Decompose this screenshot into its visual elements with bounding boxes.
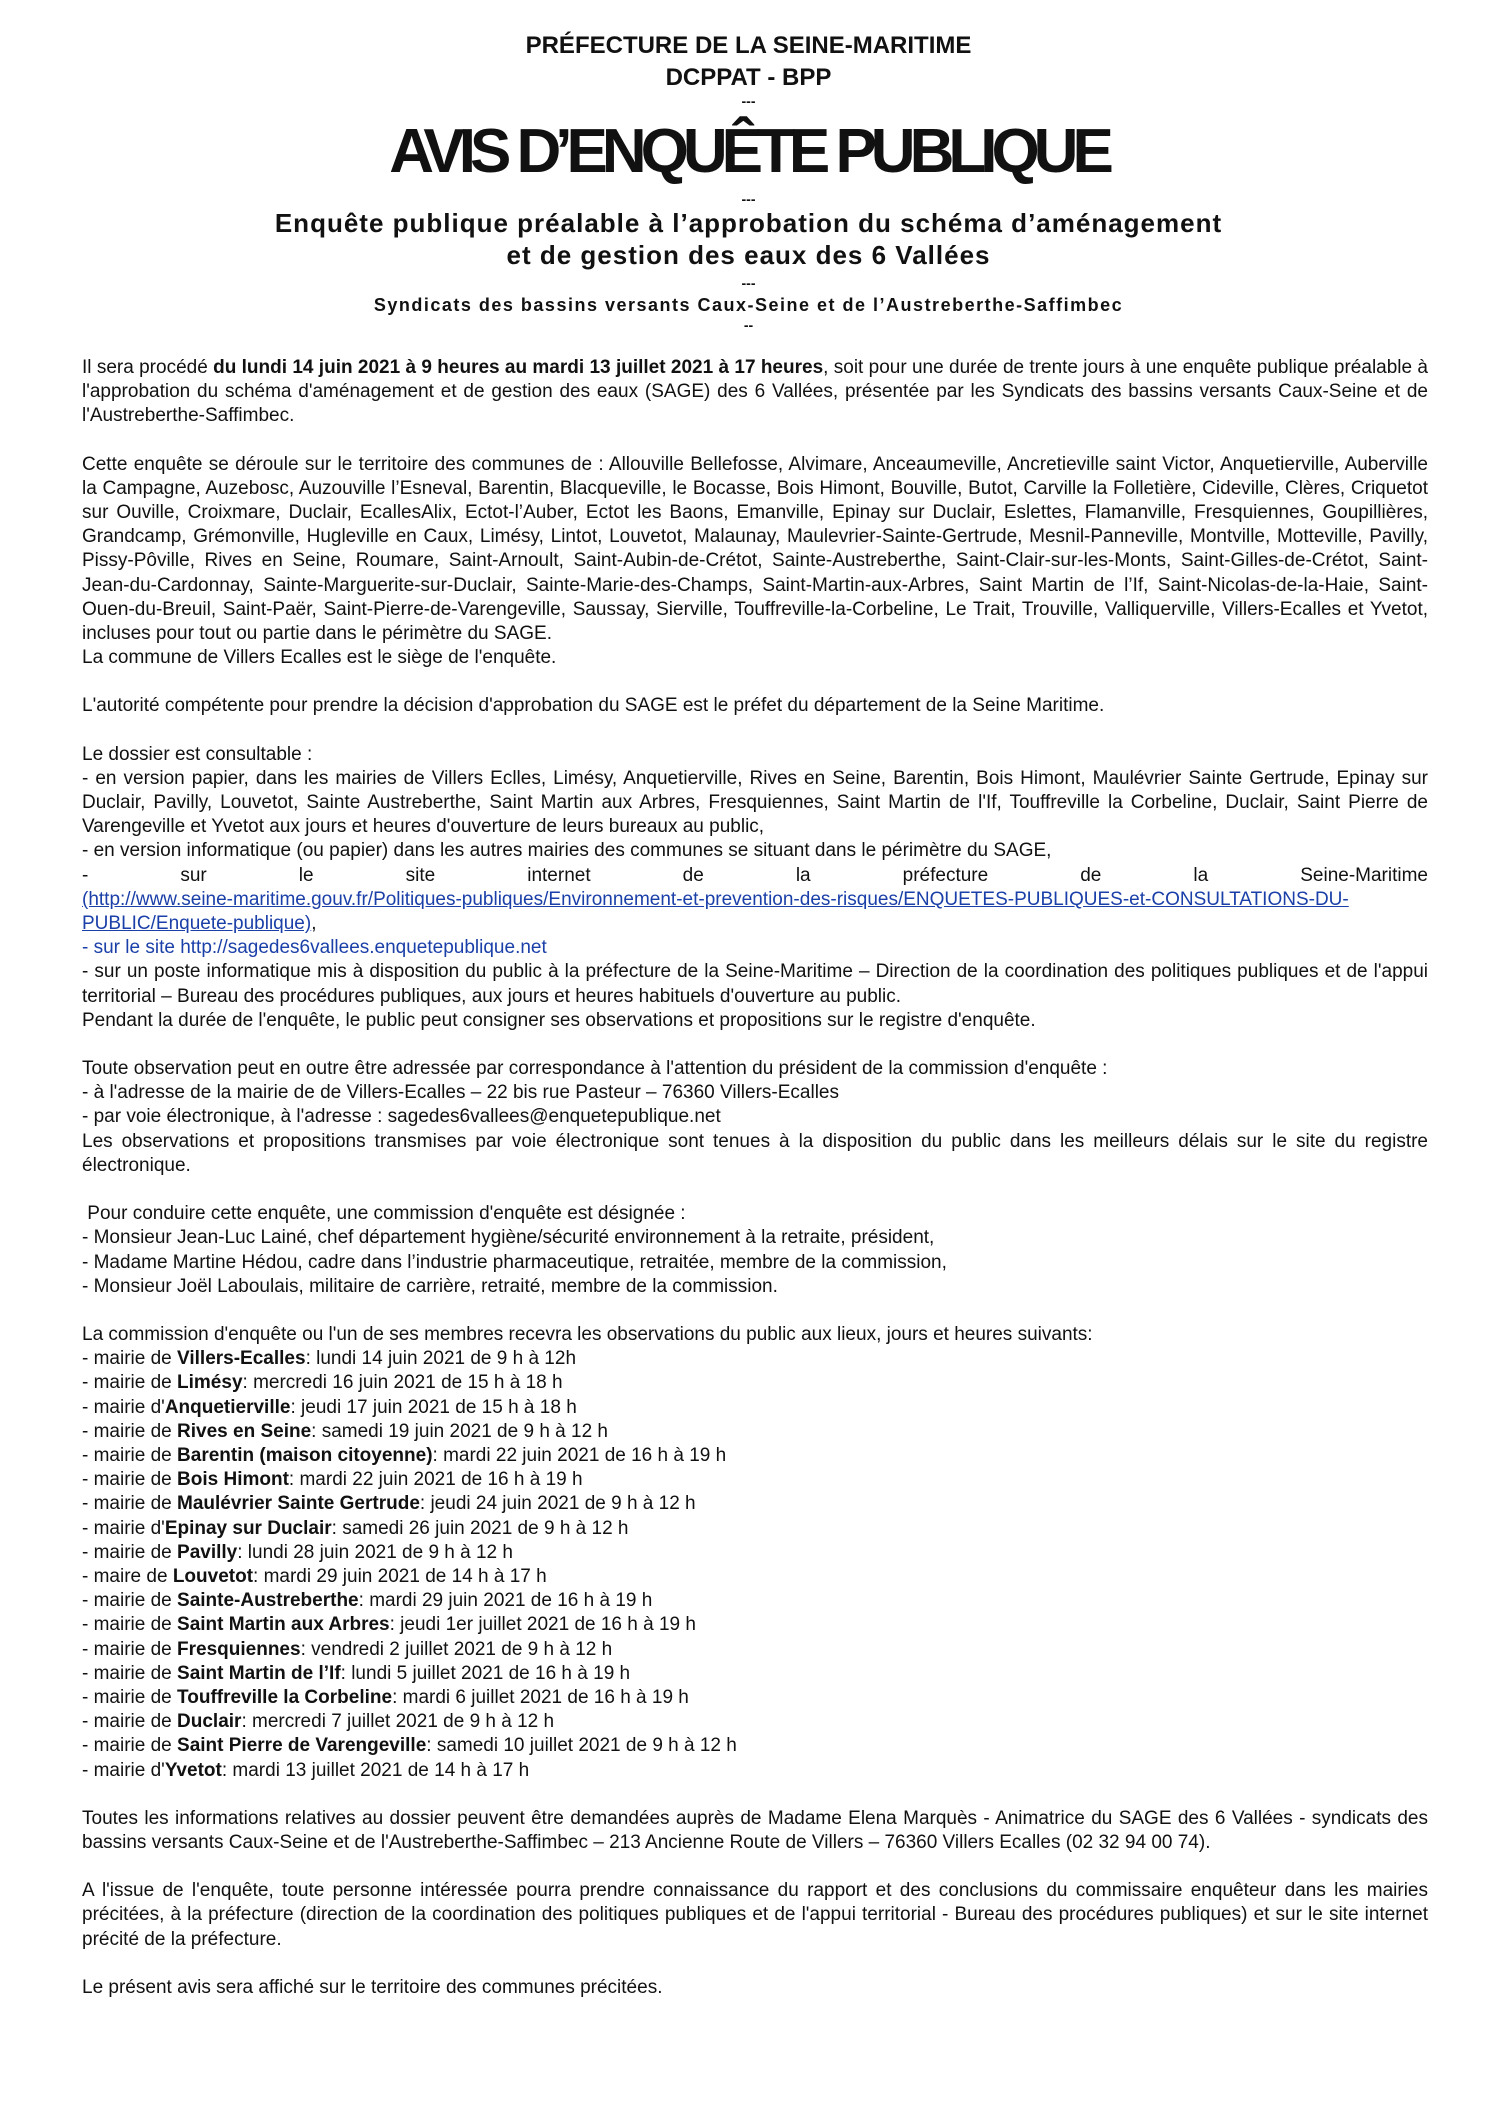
separator: ---	[741, 275, 756, 291]
permanence-item	[82, 1734, 1428, 1758]
permanence-prefix: - mairie de	[82, 1590, 178, 1612]
dossier-intro: Le dossier est consultable :	[82, 743, 313, 765]
url-suffix: ,	[311, 913, 317, 935]
territory-paragraph: Cette enquête se déroule sur le territoire des communes de : Allouville Bellefosse, Alvimare, Anceaumeville, Ancretieville saint Victor, Anquetierville, Auberville la Campagne, Auzebosc, Auzouville l’Esneval, Barentin, Blacqueville, le Bocasse, Bois Himont, Bouville, Butot, Carville la Folletière, Cideville, Clères, Criquetot sur Ouville, Croixmare, Duclair, EcallesAlix, Ectot-l’Auber, Ectot les Baons, Emanville, Epinay sur Duclair, Eslettes, Flamanville, Fresquiennes, Goupillières, Grandcamp, Grémonville, Hugleville en Caux, Limésy, Lintot, Louvetot, Malaunay, Maulevrier-Sainte-Gertrude, Mesnil-Panneville, Montville, Motteville, Pavilly, Pissy-Pôville, Rives en Seine, Roumare, Saint-Arnoult, Saint-Aubin-de-Crétot, Sainte-Austreberthe, Saint-Clair-sur-les-Monts, Saint-Gilles-de-Crétot, Saint-Jean-du-Cardonnay, Sainte-Marguerite-sur-Duclair, Sainte-Marie-des-Champs, Saint-Martin-aux-Arbres, Saint Martin de l’If, Saint-Nicolas-de-la-Haie, Saint-Ouen-du-Breuil, Saint-Paër, Saint-Pierre-de-Varengeville, Saussay, Sierville, Touffreville-la-Corbeline, Le Trait, Trouville, Valliquerville, Villers-Ecalles et Yvetot, incluses pour tout ou partie dans le périmètre du SAGE.	[82, 453, 1428, 645]
permanence-prefix: - mairie d'	[82, 1759, 165, 1781]
permanence-prefix: - mairie de	[82, 1614, 178, 1636]
intro-dates: du lundi 14 juin 2021 à 9 heures au mardi 13 juillet 2021 à 17 heures	[213, 357, 824, 378]
permanence-item	[82, 1468, 1428, 1492]
permanence-item	[82, 1589, 1428, 1613]
department-code: DCPPAT - BPP	[665, 64, 832, 91]
intro-paragraph	[82, 356, 1428, 429]
permanence-when: : mardi 29 juin 2021 de 16 h à 19 h	[358, 1590, 653, 1612]
permanence-prefix: - mairie de	[82, 1348, 178, 1370]
commission-member: - Monsieur Jean-Luc Lainé, chef département hygiène/sécurité environnement à la retraite, président,	[82, 1227, 935, 1249]
intro-pre: Il sera procédé	[82, 357, 214, 378]
contact-paragraph: Toutes les informations relatives au dossier peuvent être demandées auprès de Madame Elena Marquès - Animatrice du SAGE des 6 Vallées - syndicats des bassins versants Caux-Seine et de l'Austreberthe-Saffimbec – 213 Ancienne Route de Villers – 76360 Villers Ecalles (02 32 94 00 74).	[82, 1807, 1428, 1853]
commission-intro: Pour conduire cette enquête, une commission d'enquête est désignée :	[82, 1203, 686, 1225]
observations-email: - par voie électronique, à l'adresse : sagedes6vallees@enquetepublique.net	[82, 1106, 721, 1128]
permanence-place: Rives en Seine	[177, 1420, 312, 1442]
permanence-prefix: - mairie de	[82, 1469, 178, 1491]
permanence-item	[82, 1638, 1428, 1662]
permanence-when: : mardi 6 juillet 2021 de 16 h à 19 h	[392, 1686, 689, 1708]
permanence-place: Sainte-Austreberthe	[177, 1590, 359, 1612]
permanence-place: Epinay sur Duclair	[164, 1517, 332, 1539]
separator: --	[743, 317, 754, 333]
permanence-item	[82, 1371, 1428, 1395]
report-paragraph: A l'issue de l'enquête, toute personne intéressée pourra prendre connaissance du rapport et des conclusions du commissaire enquêteur dans les mairies précitées, à la préfecture (direction de la coordination des politiques publiques et de l'appui territorial - Bureau des procédures publiques) et sur le site internet précité de la préfecture.	[82, 1880, 1428, 1950]
posting-paragraph: Le présent avis sera affiché sur le territoire des communes précitées.	[82, 1976, 663, 1998]
permanence-item	[82, 1492, 1428, 1516]
observations-address: - à l'adresse de la mairie de de Villers-Ecalles – 22 bis rue Pasteur – 76360 Villers-Ecalles	[82, 1082, 839, 1104]
syndicates-line: Syndicats des bassins versants Caux-Seine et de l’Austreberthe-Saffimbec	[373, 295, 1124, 315]
permanence-place: Anquetierville	[164, 1396, 291, 1418]
permanence-item	[82, 1444, 1428, 1468]
permanence-prefix: - mairie de	[82, 1686, 178, 1708]
separator: ---	[741, 93, 756, 109]
permanence-item	[82, 1517, 1428, 1541]
observations-intro: Toute observation peut en outre être adressée par correspondance à l'attention du président de la commission d'enquête :	[82, 1058, 1108, 1080]
permanence-item	[82, 1710, 1428, 1734]
permanence-place: Limésy	[177, 1372, 243, 1394]
subtitle-line-1: Enquête publique préalable à l’approbation du schéma d’aménagement	[274, 208, 1223, 238]
separator: ---	[741, 191, 756, 207]
permanence-when: : vendredi 2 juillet 2021 de 9 h à 12 h	[300, 1638, 613, 1660]
prefecture-site-link[interactable]: (http://www.seine-maritime.gouv.fr/Politiques-publiques/Environnement-et-prevention-des-risques/ENQUETES-PUBLIQUES-et-CONSULTATIONS-DU-PUBLIC/Enquete-publique)	[82, 888, 1349, 935]
permanence-prefix: - mairie de	[82, 1541, 178, 1563]
permanence-when: : jeudi 1er juillet 2021 de 16 h à 19 h	[389, 1614, 696, 1636]
page-title: AVIS D’ENQUÊTE PUBLIQUE	[389, 117, 1108, 186]
permanence-when: : samedi 26 juin 2021 de 9 h à 12 h	[331, 1517, 629, 1539]
register-site-link[interactable]: - sur le site http://sagedes6vallees.enquetepublique.net	[82, 937, 547, 959]
permanence-when: : mardi 22 juin 2021 de 16 h à 19 h	[432, 1444, 727, 1466]
permanence-place: Villers-Ecalles	[177, 1348, 306, 1370]
subtitle-line-2: et de gestion des eaux des 6 Vallées	[506, 240, 991, 270]
permanence-prefix: - maire de	[82, 1565, 173, 1587]
permanence-item	[82, 1662, 1428, 1686]
dossier-terminal: - sur un poste informatique mis à disposition du public à la préfecture de la Seine-Maritime – Direction de la coordination des politiques publiques et de l'appui territorial – Bureau des procédures publiques, aux jours et heures habituels d'ouverture au public.	[82, 961, 1428, 1007]
permanence-item	[82, 1686, 1428, 1710]
permanence-when: : lundi 5 juillet 2021 de 16 h à 19 h	[340, 1662, 631, 1684]
permanence-item	[82, 1541, 1428, 1565]
permanence-place: Fresquiennes	[177, 1638, 301, 1660]
permanence-item	[82, 1347, 1428, 1371]
permanence-place: Pavilly	[177, 1541, 238, 1563]
permanence-prefix: - mairie de	[82, 1372, 178, 1394]
permanences-intro: La commission d'enquête ou l'un de ses membres recevra les observations du public aux lieux, jours et heures suivants:	[82, 1323, 1093, 1345]
permanence-prefix: - mairie de	[82, 1444, 178, 1466]
permanence-item	[82, 1565, 1428, 1589]
commission-member: - Monsieur Joël Laboulais, militaire de carrière, retraité, membre de la commission.	[82, 1275, 778, 1297]
permanence-when: : lundi 28 juin 2021 de 9 h à 12 h	[237, 1541, 513, 1563]
permanence-place: Saint Martin de l’If	[177, 1662, 341, 1684]
permanence-place: Bois Himont	[177, 1469, 289, 1491]
observations-note: Les observations et propositions transmises par voie électronique sont tenues à la disposition du public dans les meilleurs délais sur le site du registre électronique.	[82, 1130, 1428, 1176]
permanence-when: : mercredi 16 juin 2021 de 15 h à 18 h	[242, 1372, 563, 1394]
permanence-place: Touffreville la Corbeline	[177, 1686, 393, 1708]
permanence-when: : lundi 14 juin 2021 de 9 h à 12h	[305, 1348, 577, 1370]
seat-paragraph: La commune de Villers Ecalles est le siège de l'enquête.	[82, 647, 557, 669]
permanence-prefix: - mairie de	[82, 1662, 178, 1684]
dossier-register: Pendant la durée de l'enquête, le public peut consigner ses observations et propositions sur le registre d'enquête.	[82, 1009, 1036, 1031]
permanence-prefix: - mairie d'	[82, 1517, 165, 1539]
notice-body	[82, 356, 1428, 2000]
permanence-when: : jeudi 17 juin 2021 de 15 h à 18 h	[290, 1396, 577, 1418]
dossier-paper: - en version papier, dans les mairies de Villers Eclles, Limésy, Anquetierville, Rives en Seine, Barentin, Bois Himont, Maulévrier Sainte Gertrude, Epinay sur Duclair, Pavilly, Louvetot, Sainte Austreberthe, Saint Martin aux Arbres, Fresquiennes, Saint Martin de l'If, Touffreville la Corbeline, Duclair, Saint Pierre de Varengeville et Yvetot aux jours et heures d'ouverture de leurs bureaux au public,	[82, 767, 1428, 838]
permanence-when: : mardi 29 juin 2021 de 14 h à 17 h	[253, 1565, 547, 1587]
permanence-item	[82, 1759, 1428, 1783]
permanence-place: Saint Pierre de Varengeville	[177, 1735, 427, 1757]
permanence-prefix: - mairie de	[82, 1711, 178, 1733]
authority-paragraph: L'autorité compétente pour prendre la décision d'approbation du SAGE est le préfet du département de la Seine Maritime.	[82, 695, 1105, 717]
permanence-place: Louvetot	[172, 1565, 254, 1587]
permanence-place: Barentin (maison citoyenne)	[177, 1444, 433, 1466]
dossier-site-url-line	[82, 888, 1428, 936]
permanence-item	[82, 1420, 1428, 1444]
permanence-prefix: - mairie d'	[82, 1396, 165, 1418]
permanence-place: Duclair	[177, 1711, 242, 1733]
permanence-item	[82, 1396, 1428, 1420]
permanence-when: : mardi 13 juillet 2021 de 14 h à 17 h	[221, 1759, 530, 1781]
permanence-prefix: - mairie de	[82, 1638, 178, 1660]
dossier-site-prefix: - sur le site internet de la préfecture de la Seine-Maritime	[82, 864, 1428, 886]
prefecture-name: PRÉFECTURE DE LA SEINE-MARITIME	[525, 32, 972, 59]
permanence-when: : mercredi 7 juillet 2021 de 9 h à 12 h	[241, 1711, 555, 1733]
permanence-when: : jeudi 24 juin 2021 de 9 h à 12 h	[419, 1493, 696, 1515]
commission-member: - Madame Martine Hédou, cadre dans l’industrie pharmaceutique, retraitée, membre de la commission,	[82, 1251, 947, 1273]
permanence-prefix: - mairie de	[82, 1420, 178, 1442]
permanence-place: Saint Martin aux Arbres	[177, 1614, 390, 1636]
permanence-item	[82, 1613, 1428, 1637]
dossier-digital: - en version informatique (ou papier) dans les autres mairies des communes se situant dans le périmètre du SAGE,	[82, 840, 1052, 862]
permanence-when: : mardi 22 juin 2021 de 16 h à 19 h	[288, 1469, 583, 1491]
permanence-when: : samedi 10 juillet 2021 de 9 h à 12 h	[426, 1735, 737, 1757]
permanence-place: Maulévrier Sainte Gertrude	[177, 1493, 420, 1515]
permanence-place: Yvetot	[164, 1759, 222, 1781]
permanences-list	[82, 1347, 1428, 1783]
intro-post: , soit pour une durée de trente jours à une enquête publique préalable à l'approbation du schéma d'aménagement et de gestion des eaux (SAGE) des 6 Vallées, présentée par les Syndicats des bassins versants Caux-Seine et de l'Austreberthe-Saffimbec.	[82, 357, 1428, 427]
permanence-when: : samedi 19 juin 2021 de 9 h à 12 h	[311, 1420, 608, 1442]
permanence-prefix: - mairie de	[82, 1493, 178, 1515]
permanence-prefix: - mairie de	[82, 1735, 178, 1757]
